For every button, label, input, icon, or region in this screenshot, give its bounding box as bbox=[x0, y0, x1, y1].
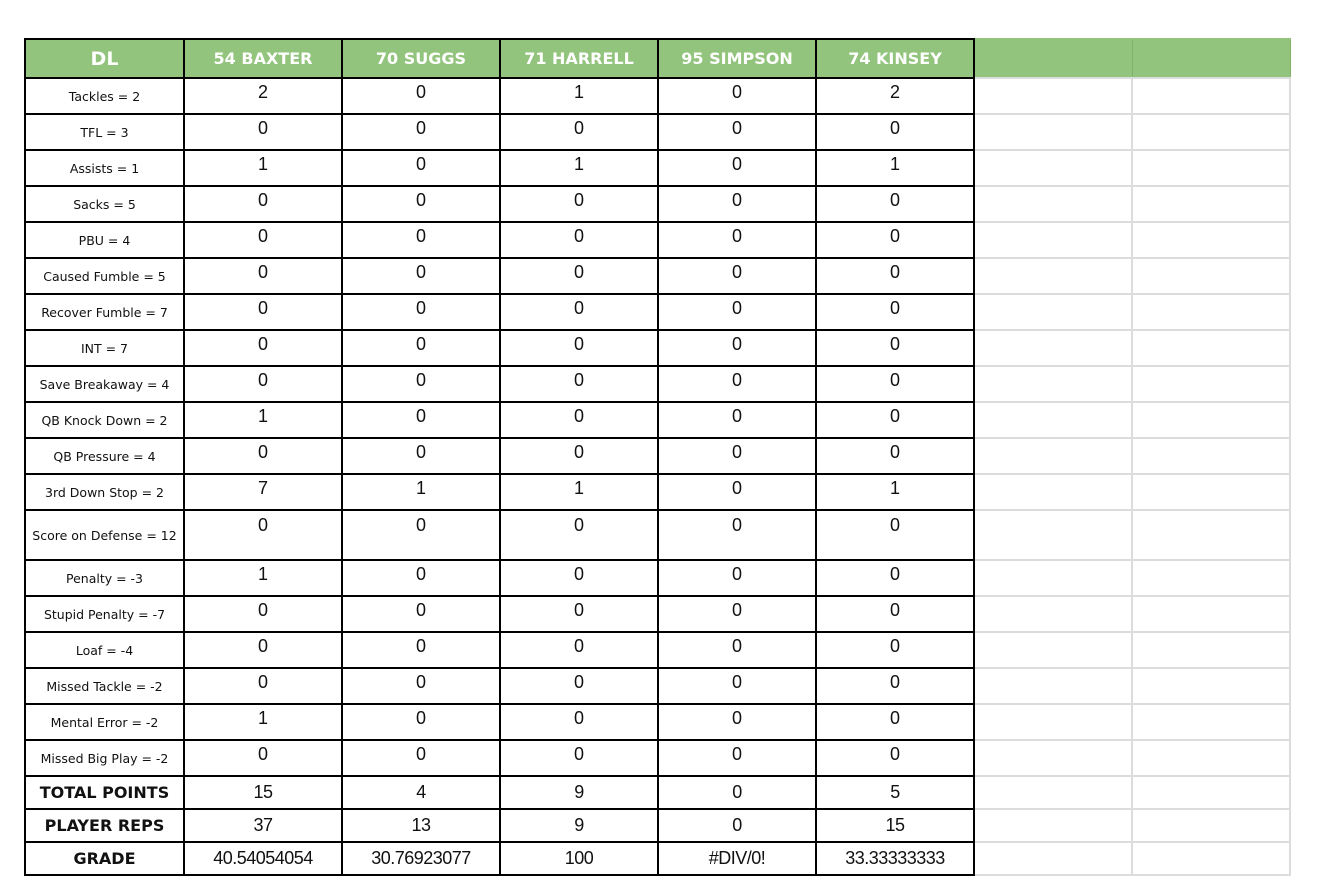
player-header[interactable]: 74 KINSEY bbox=[816, 39, 974, 78]
stat-value-cell[interactable]: 100 bbox=[500, 842, 658, 875]
stat-row bbox=[25, 330, 1290, 366]
stat-value-cell[interactable]: 0 bbox=[184, 222, 342, 258]
stat-value-cell[interactable]: 0 bbox=[500, 438, 658, 474]
empty-header-cell[interactable] bbox=[974, 39, 1132, 78]
empty-cell[interactable] bbox=[1132, 474, 1290, 510]
stat-value-cell[interactable]: 9 bbox=[500, 809, 658, 842]
empty-cell[interactable] bbox=[1132, 222, 1290, 258]
stat-value-cell[interactable]: 4 bbox=[342, 776, 500, 809]
stat-value-cell[interactable]: 0 bbox=[342, 294, 500, 330]
empty-cell[interactable] bbox=[974, 222, 1132, 258]
player-header[interactable]: 70 SUGGS bbox=[342, 39, 500, 78]
empty-cell[interactable] bbox=[974, 150, 1132, 186]
stat-row bbox=[25, 510, 1290, 560]
player-header[interactable]: 71 HARRELL bbox=[500, 39, 658, 78]
stat-value-cell[interactable]: 0 bbox=[658, 114, 816, 150]
stat-value-cell[interactable]: 0 bbox=[500, 186, 658, 222]
empty-cell[interactable] bbox=[974, 510, 1132, 560]
stat-value-cell[interactable]: 13 bbox=[342, 809, 500, 842]
stat-label[interactable]: Save Breakaway = 4 bbox=[25, 366, 184, 402]
stat-label[interactable]: Recover Fumble = 7 bbox=[25, 294, 184, 330]
stat-value-cell[interactable]: 0 bbox=[500, 704, 658, 740]
stat-value-cell[interactable]: 0 bbox=[342, 186, 500, 222]
stat-value-cell[interactable]: 0 bbox=[342, 402, 500, 438]
stat-label[interactable]: Tackles = 2 bbox=[25, 78, 184, 114]
stat-row bbox=[25, 402, 1290, 438]
player-header[interactable]: 95 SIMPSON bbox=[658, 39, 816, 78]
empty-cell[interactable] bbox=[974, 809, 1132, 842]
stat-value-cell[interactable]: 0 bbox=[500, 510, 658, 560]
stat-value-cell[interactable]: 0 bbox=[658, 474, 816, 510]
stat-label[interactable]: TFL = 3 bbox=[25, 114, 184, 150]
stat-value-cell[interactable]: 0 bbox=[184, 510, 342, 560]
stat-value-cell[interactable]: 0 bbox=[658, 510, 816, 560]
empty-cell[interactable] bbox=[974, 78, 1132, 114]
stat-row bbox=[25, 438, 1290, 474]
stat-value-cell[interactable]: 0 bbox=[658, 632, 816, 668]
empty-cell[interactable] bbox=[974, 186, 1132, 222]
stat-value-cell[interactable]: 0 bbox=[816, 258, 974, 294]
empty-cell[interactable] bbox=[974, 330, 1132, 366]
stat-row bbox=[25, 560, 1290, 596]
stat-label[interactable]: Missed Big Play = -2 bbox=[25, 740, 184, 776]
grading-table bbox=[24, 38, 1291, 876]
stat-value-cell[interactable]: 0 bbox=[658, 258, 816, 294]
stat-value-cell[interactable]: 0 bbox=[342, 150, 500, 186]
stat-value-cell[interactable]: 0 bbox=[658, 704, 816, 740]
stat-value-cell[interactable]: 0 bbox=[184, 438, 342, 474]
stat-value-cell[interactable]: 0 bbox=[816, 186, 974, 222]
stat-value-cell[interactable]: 37 bbox=[184, 809, 342, 842]
stat-value-cell[interactable]: 0 bbox=[184, 294, 342, 330]
empty-cell[interactable] bbox=[974, 776, 1132, 809]
summary-label[interactable]: GRADE bbox=[25, 842, 184, 875]
stat-label[interactable]: Assists = 1 bbox=[25, 150, 184, 186]
stat-value-cell[interactable]: 0 bbox=[342, 510, 500, 560]
empty-cell[interactable] bbox=[974, 366, 1132, 402]
empty-cell[interactable] bbox=[1132, 438, 1290, 474]
empty-cell[interactable] bbox=[1132, 740, 1290, 776]
stat-value-cell[interactable]: 40.54054054 bbox=[184, 842, 342, 875]
stat-value-cell[interactable]: 33.33333333 bbox=[816, 842, 974, 875]
stat-label[interactable]: INT = 7 bbox=[25, 330, 184, 366]
empty-cell[interactable] bbox=[1132, 186, 1290, 222]
stat-value-cell[interactable]: 0 bbox=[500, 294, 658, 330]
stat-value-cell[interactable]: 0 bbox=[342, 740, 500, 776]
summary-label[interactable]: TOTAL POINTS bbox=[25, 776, 184, 809]
stat-label[interactable]: PBU = 4 bbox=[25, 222, 184, 258]
empty-cell[interactable] bbox=[1132, 560, 1290, 596]
stat-value-cell[interactable]: 0 bbox=[342, 114, 500, 150]
stat-row bbox=[25, 740, 1290, 776]
stat-value-cell[interactable]: 2 bbox=[184, 78, 342, 114]
stat-value-cell[interactable]: 0 bbox=[500, 366, 658, 402]
empty-cell[interactable] bbox=[1132, 294, 1290, 330]
stat-row bbox=[25, 474, 1290, 510]
stat-value-cell[interactable]: 0 bbox=[500, 740, 658, 776]
stat-value-cell[interactable]: 0 bbox=[658, 330, 816, 366]
position-header[interactable]: DL bbox=[25, 39, 184, 78]
empty-cell[interactable] bbox=[974, 402, 1132, 438]
empty-cell[interactable] bbox=[1132, 366, 1290, 402]
empty-cell[interactable] bbox=[1132, 632, 1290, 668]
stat-value-cell[interactable]: 0 bbox=[184, 596, 342, 632]
stat-value-cell[interactable]: 0 bbox=[658, 222, 816, 258]
stat-value-cell[interactable]: 30.76923077 bbox=[342, 842, 500, 875]
stat-value-cell[interactable]: 0 bbox=[342, 222, 500, 258]
stat-value-cell[interactable]: 0 bbox=[816, 560, 974, 596]
stat-value-cell[interactable]: 0 bbox=[658, 366, 816, 402]
summary-row bbox=[25, 776, 1290, 809]
empty-cell[interactable] bbox=[1132, 704, 1290, 740]
stat-row bbox=[25, 366, 1290, 402]
stat-value-cell[interactable]: 0 bbox=[500, 402, 658, 438]
stat-label[interactable]: QB Pressure = 4 bbox=[25, 438, 184, 474]
stat-row bbox=[25, 186, 1290, 222]
stat-value-cell[interactable]: 0 bbox=[500, 668, 658, 704]
stat-value-cell[interactable]: 0 bbox=[500, 330, 658, 366]
stat-value-cell[interactable]: 0 bbox=[342, 366, 500, 402]
stat-label[interactable]: Missed Tackle = -2 bbox=[25, 668, 184, 704]
stat-value-cell[interactable]: 0 bbox=[816, 402, 974, 438]
stat-value-cell[interactable]: 0 bbox=[342, 704, 500, 740]
empty-cell[interactable] bbox=[974, 740, 1132, 776]
stat-value-cell[interactable]: 7 bbox=[184, 474, 342, 510]
stat-value-cell[interactable]: 0 bbox=[816, 294, 974, 330]
stat-label[interactable]: Penalty = -3 bbox=[25, 560, 184, 596]
stat-row bbox=[25, 596, 1290, 632]
stat-row bbox=[25, 78, 1290, 114]
stat-value-cell[interactable]: 1 bbox=[816, 150, 974, 186]
stat-value-cell[interactable]: 1 bbox=[184, 560, 342, 596]
stat-value-cell[interactable]: 0 bbox=[342, 438, 500, 474]
stat-value-cell[interactable]: 0 bbox=[184, 186, 342, 222]
dl-grading-sheet bbox=[24, 38, 1291, 876]
empty-cell[interactable] bbox=[1132, 402, 1290, 438]
stat-value-cell[interactable]: 1 bbox=[500, 150, 658, 186]
empty-cell[interactable] bbox=[1132, 596, 1290, 632]
stat-value-cell[interactable]: 0 bbox=[342, 668, 500, 704]
stat-value-cell[interactable]: 0 bbox=[184, 740, 342, 776]
empty-cell[interactable] bbox=[974, 668, 1132, 704]
empty-cell[interactable] bbox=[974, 294, 1132, 330]
stat-value-cell[interactable]: 9 bbox=[500, 776, 658, 809]
stat-row bbox=[25, 632, 1290, 668]
empty-cell[interactable] bbox=[1132, 776, 1290, 809]
stat-label[interactable]: Caused Fumble = 5 bbox=[25, 258, 184, 294]
stat-value-cell[interactable]: 0 bbox=[816, 366, 974, 402]
stat-value-cell[interactable]: 0 bbox=[658, 596, 816, 632]
stat-value-cell[interactable]: 1 bbox=[184, 402, 342, 438]
stat-value-cell[interactable]: 0 bbox=[816, 510, 974, 560]
empty-cell[interactable] bbox=[974, 596, 1132, 632]
stat-value-cell[interactable]: 0 bbox=[658, 402, 816, 438]
empty-cell[interactable] bbox=[1132, 510, 1290, 560]
stat-value-cell[interactable]: 15 bbox=[816, 809, 974, 842]
empty-cell[interactable] bbox=[974, 704, 1132, 740]
stat-value-cell[interactable]: 0 bbox=[500, 596, 658, 632]
stat-value-cell[interactable]: 0 bbox=[500, 560, 658, 596]
stat-label[interactable]: Score on Defense = 12 bbox=[25, 510, 184, 560]
empty-cell[interactable] bbox=[1132, 842, 1290, 875]
empty-cell[interactable] bbox=[1132, 78, 1290, 114]
empty-cell[interactable] bbox=[1132, 150, 1290, 186]
stat-value-cell[interactable]: 0 bbox=[342, 596, 500, 632]
stat-value-cell[interactable]: 0 bbox=[658, 438, 816, 474]
stat-value-cell[interactable]: 0 bbox=[816, 632, 974, 668]
stat-value-cell[interactable]: 0 bbox=[342, 632, 500, 668]
stat-value-cell[interactable]: 0 bbox=[342, 258, 500, 294]
stat-value-cell[interactable]: 0 bbox=[658, 186, 816, 222]
stat-value-cell[interactable]: 0 bbox=[658, 740, 816, 776]
empty-cell[interactable] bbox=[1132, 809, 1290, 842]
stat-value-cell[interactable]: 0 bbox=[342, 560, 500, 596]
stat-label[interactable]: 3rd Down Stop = 2 bbox=[25, 474, 184, 510]
summary-row bbox=[25, 842, 1290, 875]
stat-label[interactable]: Sacks = 5 bbox=[25, 186, 184, 222]
empty-cell[interactable] bbox=[1132, 330, 1290, 366]
stat-value-cell[interactable]: 0 bbox=[658, 560, 816, 596]
stat-value-cell[interactable]: 0 bbox=[658, 668, 816, 704]
empty-cell[interactable] bbox=[974, 474, 1132, 510]
stat-value-cell[interactable]: 0 bbox=[500, 632, 658, 668]
stat-value-cell[interactable]: 2 bbox=[816, 78, 974, 114]
stat-value-cell[interactable]: 5 bbox=[816, 776, 974, 809]
stat-value-cell[interactable]: 0 bbox=[816, 114, 974, 150]
stat-value-cell[interactable]: 0 bbox=[184, 330, 342, 366]
stat-value-cell[interactable]: 1 bbox=[184, 704, 342, 740]
stat-label[interactable]: QB Knock Down = 2 bbox=[25, 402, 184, 438]
summary-row bbox=[25, 809, 1290, 842]
empty-cell[interactable] bbox=[1132, 114, 1290, 150]
stat-value-cell[interactable]: 0 bbox=[342, 330, 500, 366]
stat-value-cell[interactable]: 0 bbox=[184, 258, 342, 294]
stat-value-cell[interactable]: 0 bbox=[816, 668, 974, 704]
stat-value-cell[interactable]: 0 bbox=[184, 114, 342, 150]
stat-row bbox=[25, 150, 1290, 186]
stat-value-cell[interactable]: 1 bbox=[500, 474, 658, 510]
stat-value-cell[interactable]: 0 bbox=[816, 222, 974, 258]
stat-label[interactable]: Stupid Penalty = -7 bbox=[25, 596, 184, 632]
stat-value-cell[interactable]: 0 bbox=[816, 330, 974, 366]
stat-value-cell[interactable]: 0 bbox=[658, 150, 816, 186]
stat-value-cell[interactable]: 1 bbox=[184, 150, 342, 186]
stat-row bbox=[25, 704, 1290, 740]
empty-cell[interactable] bbox=[1132, 258, 1290, 294]
stat-value-cell[interactable]: 1 bbox=[816, 474, 974, 510]
stat-value-cell[interactable]: 0 bbox=[658, 78, 816, 114]
stat-value-cell[interactable]: 0 bbox=[184, 632, 342, 668]
empty-header-cell[interactable] bbox=[1132, 39, 1290, 78]
stat-row bbox=[25, 668, 1290, 704]
stat-label[interactable]: Loaf = -4 bbox=[25, 632, 184, 668]
stat-value-cell[interactable]: 1 bbox=[500, 78, 658, 114]
player-header[interactable]: 54 BAXTER bbox=[184, 39, 342, 78]
stat-value-cell[interactable]: 0 bbox=[184, 366, 342, 402]
stat-value-cell[interactable]: 0 bbox=[816, 596, 974, 632]
stat-value-cell[interactable]: 0 bbox=[658, 809, 816, 842]
stat-row bbox=[25, 258, 1290, 294]
stat-value-cell[interactable]: 0 bbox=[816, 438, 974, 474]
stat-value-cell[interactable]: 0 bbox=[342, 78, 500, 114]
stat-value-cell[interactable]: 0 bbox=[500, 258, 658, 294]
header-row bbox=[25, 39, 1290, 78]
empty-cell[interactable] bbox=[974, 114, 1132, 150]
stat-value-cell[interactable]: 1 bbox=[342, 474, 500, 510]
stat-value-cell[interactable]: 0 bbox=[500, 114, 658, 150]
stat-value-cell[interactable]: #DIV/0! bbox=[658, 842, 816, 875]
stat-value-cell[interactable]: 0 bbox=[658, 776, 816, 809]
stat-label[interactable]: Mental Error = -2 bbox=[25, 704, 184, 740]
summary-label[interactable]: PLAYER REPS bbox=[25, 809, 184, 842]
stat-value-cell[interactable]: 0 bbox=[184, 668, 342, 704]
stat-row bbox=[25, 114, 1290, 150]
empty-cell[interactable] bbox=[1132, 668, 1290, 704]
empty-cell[interactable] bbox=[974, 438, 1132, 474]
stat-value-cell[interactable]: 0 bbox=[500, 222, 658, 258]
empty-cell[interactable] bbox=[974, 842, 1132, 875]
stat-value-cell[interactable]: 0 bbox=[658, 294, 816, 330]
stat-value-cell[interactable]: 0 bbox=[816, 740, 974, 776]
stat-row bbox=[25, 222, 1290, 258]
stat-row bbox=[25, 294, 1290, 330]
empty-cell[interactable] bbox=[974, 632, 1132, 668]
stat-value-cell[interactable]: 0 bbox=[816, 704, 974, 740]
empty-cell[interactable] bbox=[974, 560, 1132, 596]
empty-cell[interactable] bbox=[974, 258, 1132, 294]
stat-value-cell[interactable]: 15 bbox=[184, 776, 342, 809]
